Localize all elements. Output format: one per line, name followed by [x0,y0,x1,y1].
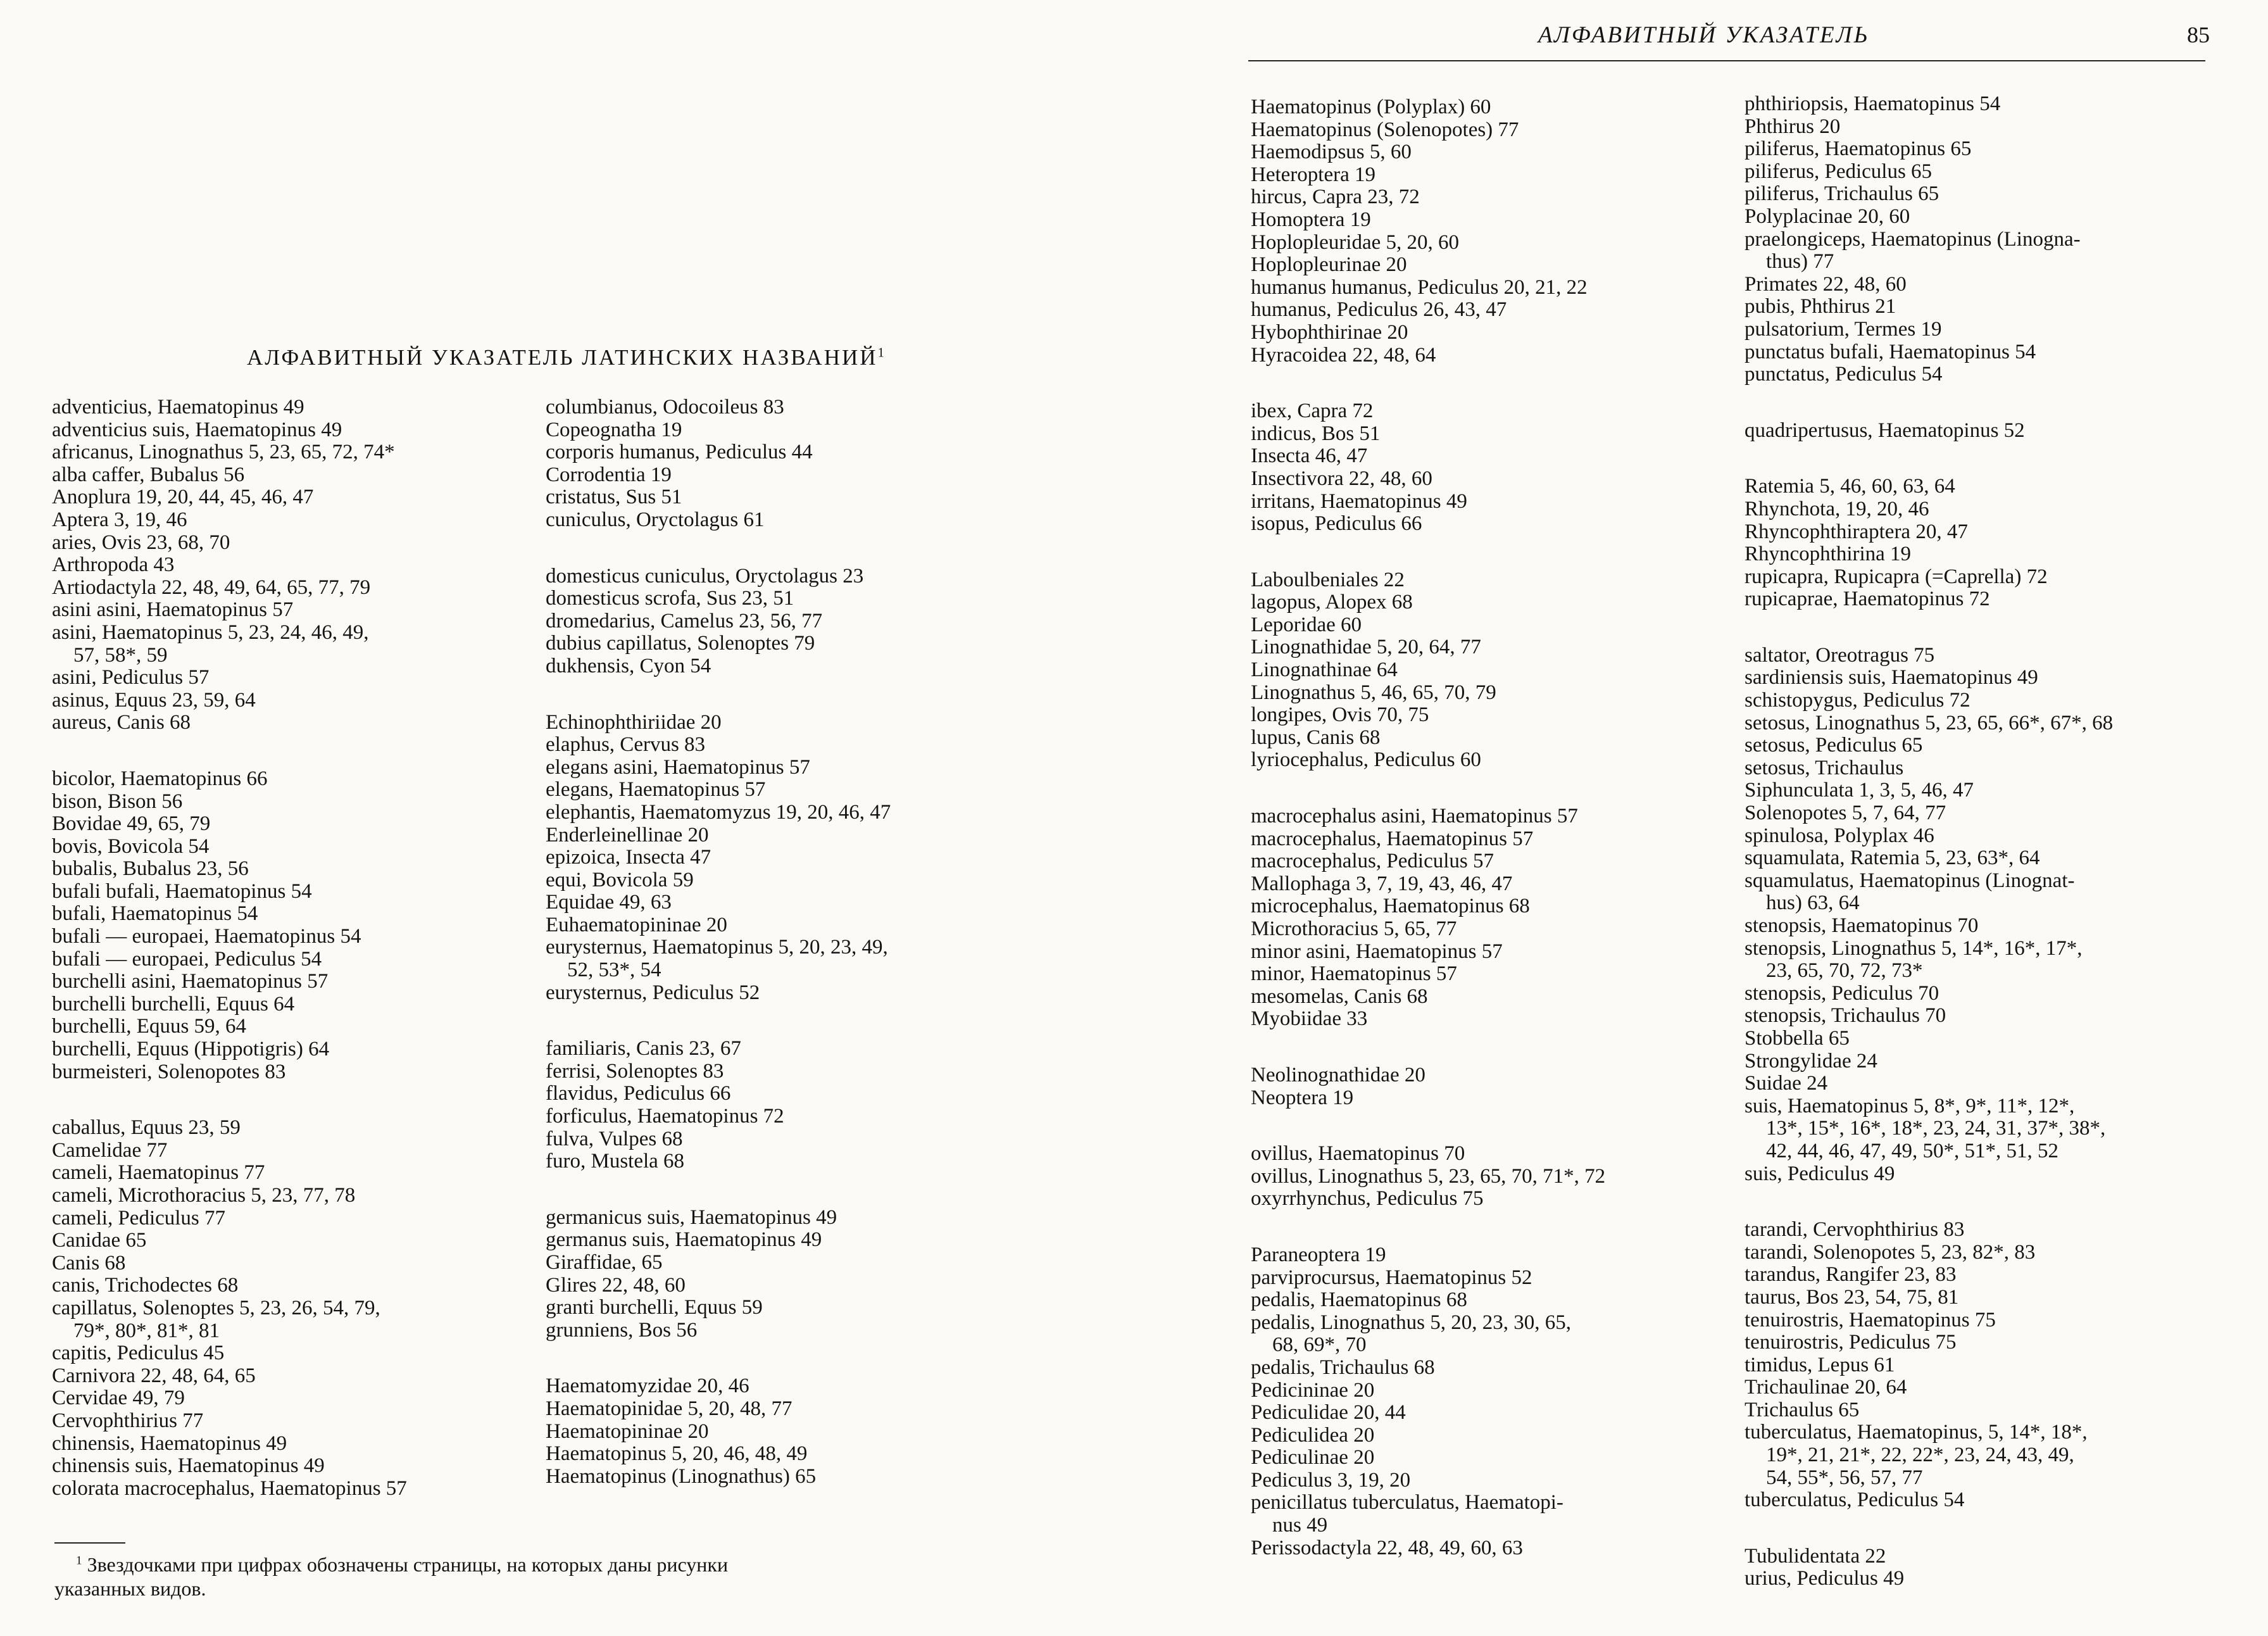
index-entry: burchelli asini, Haematopinus 57 [52,970,329,993]
index-entry-continuation: hus) 63, 64 [1766,891,1860,915]
section-gap [546,532,891,565]
footnote-marker: 1 [877,344,887,360]
index-entry: schistopygus, Pediculus 72 [1745,689,1970,712]
index-entry: rupicaprae, Haematopinus 72 [1745,588,1990,611]
index-entry: Rhyncophthirina 19 [1745,543,1912,566]
section-gap [1745,1512,2113,1545]
index-entry: Pediculus 3, 19, 20 [1251,1468,1411,1492]
index-entry: asini, Haematopinus 5, 23, 24, 46, 49, [52,620,369,644]
index-entry: Carnivora 22, 48, 64, 65 [52,1364,256,1387]
index-entry: pedalis, Trichaulus 68 [1251,1356,1435,1379]
index-entry: Cervidae 49, 79 [52,1387,185,1410]
index-entry: longipes, Ovis 70, 75 [1251,703,1429,727]
index-entry: Stobbella 65 [1745,1026,1850,1050]
index-entry: bubalis, Bubalus 23, 56 [52,857,249,881]
index-entry-continuation: nus 49 [1272,1514,1328,1537]
index-entry: domesticus cuniculus, Oryctolagus 23 [546,564,864,588]
index-entry: tuberculatus, Haematopinus, 5, 14*, 18*, [1745,1421,2088,1444]
index-entry: domesticus scrofa, Sus 23, 51 [546,587,794,610]
index-entry: cameli, Haematopinus 77 [52,1161,265,1185]
index-entry: ovillus, Haematopinus 70 [1251,1142,1465,1166]
index-entry: lagopus, Alopex 68 [1251,591,1413,614]
index-entry: furo, Mustela 68 [546,1150,685,1173]
index-entry: grunniens, Bos 56 [546,1318,698,1342]
index-entry: Rhyncophthiraptera 20, 47 [1745,520,1968,543]
index-column-left-2 [546,396,891,1488]
index-entry: Artiodactyla 22, 48, 49, 64, 65, 77, 79 [52,576,371,599]
index-entry: Linognathinae 64 [1251,658,1398,682]
index-entry: saltator, Oreotragus 75 [1745,643,1935,667]
right-page [1133,0,2268,1636]
index-entry: aries, Ovis 23, 68, 70 [52,531,230,554]
index-entry: irritans, Haematopinus 49 [1251,489,1467,513]
index-entry: mesomelas, Canis 68 [1251,985,1428,1008]
index-entry: Suidae 24 [1745,1072,1828,1095]
index-entry: alba caffer, Bubalus 56 [52,463,245,486]
index-entry-continuation: 52, 53*, 54 [567,959,661,982]
index-entry: punctatus, Pediculus 54 [1745,363,1943,386]
index-entry: taurus, Bos 23, 54, 75, 81 [1745,1285,1959,1309]
index-entry: Haematopinidae 5, 20, 48, 77 [546,1397,793,1420]
index-entry: setosus, Trichaulus [1745,756,1904,779]
index-entry-continuation: thus) 77 [1766,250,1834,274]
index-entry: tenuirostris, Haematopinus 75 [1745,1308,1996,1331]
index-entry: Equidae 49, 63 [546,891,672,914]
index-entry: asini asini, Haematopinus 57 [52,598,294,622]
index-entry: eurysternus, Haematopinus 5, 20, 23, 49, [546,936,888,959]
index-entry-continuation: 79*, 80*, 81*, 81 [73,1319,220,1342]
index-entry: rupicapra, Rupicapra (=Caprella) 72 [1745,565,2048,588]
section-gap [546,1342,891,1375]
index-entry: Ratemia 5, 46, 60, 63, 64 [1745,475,1955,498]
index-entry: Haemodipsus 5, 60 [1251,141,1412,164]
index-entry: Canidae 65 [52,1229,147,1252]
index-entry: dukhensis, Cyon 54 [546,654,711,677]
footnote-text: Звездочками при цифрах обозначены страницы, на которых даны рисунки [87,1553,729,1576]
index-entry: Bovidae 49, 65, 79 [52,812,211,836]
index-entry: Linognathus 5, 46, 65, 70, 79 [1251,681,1496,704]
index-entry: cameli, Pediculus 77 [52,1206,226,1230]
running-head: АЛФАВИТНЫЙ УКАЗАТЕЛЬ [1538,22,1870,48]
footnote-divider [54,1542,125,1544]
section-gap [1251,367,1605,400]
index-entry: piliferus, Pediculus 65 [1745,160,1933,183]
index-entry: praelongiceps, Haematopinus (Linogna- [1745,227,2081,251]
index-entry: equi, Bovicola 59 [546,868,694,891]
index-entry: piliferus, Trichaulus 65 [1745,182,1939,206]
index-entry: corporis humanus, Pediculus 44 [546,441,813,464]
index-entry: lyriocephalus, Pediculus 60 [1251,748,1481,772]
index-entry: spinulosa, Polyplax 46 [1745,824,1934,847]
index-entry: punctatus bufali, Haematopinus 54 [1745,340,2036,363]
index-entry: urius, Pediculus 49 [1745,1567,1905,1590]
index-entry: Euhaematopininae 20 [546,913,727,936]
section-gap [1251,1031,1605,1064]
index-entry: isopus, Pediculus 66 [1251,512,1422,536]
index-entry-continuation: 42, 44, 46, 47, 49, 50*, 51*, 51, 52 [1766,1139,2058,1162]
footnote-text-cont: указанных видов. [54,1577,206,1600]
index-entry: Haematopinus (Linognathus) 65 [546,1464,817,1488]
index-entry: Hyracoidea 22, 48, 64 [1251,343,1436,367]
index-entry: Echinophthiriidae 20 [546,710,722,734]
index-entry: capillatus, Solenoptes 5, 23, 26, 54, 79, [52,1296,380,1319]
index-entry: penicillatus tuberculatus, Haematopi- [1251,1491,1563,1514]
index-entry: pulsatorium, Termes 19 [1745,317,1942,341]
index-entry: epizoica, Insecta 47 [546,846,711,869]
index-entry: Hybophthirinae 20 [1251,320,1408,344]
index-entry: pedalis, Linognathus 5, 20, 23, 30, 65, [1251,1311,1571,1334]
index-entry: squamulata, Ratemia 5, 23, 63*, 64 [1745,846,2040,870]
index-entry: phthiriopsis, Haematopinus 54 [1745,92,2001,115]
index-entry: germanicus suis, Haematopinus 49 [546,1205,837,1229]
header-rule [1248,60,2205,61]
index-entry: chinensis, Haematopinus 49 [52,1432,287,1455]
section-gap [1745,611,2113,645]
index-column-left-1 [52,396,407,1500]
index-entry: Homoptera 19 [1251,208,1371,231]
index-entry: Pedicininae 20 [1251,1378,1375,1402]
index-entry: dromedarius, Camelus 23, 56, 77 [546,609,823,632]
index-entry: Myobiidae 33 [1251,1007,1368,1031]
index-entry: Neoptera 19 [1251,1086,1354,1109]
index-entry: Arthropoda 43 [52,553,175,577]
index-entry: Haematopininae 20 [546,1419,709,1443]
index-entry: fulva, Vulpes 68 [546,1127,683,1150]
index-entry: familiaris, Canis 23, 67 [546,1037,741,1060]
index-entry: adventicius suis, Haematopinus 49 [52,418,342,441]
index-entry-continuation: 57, 58*, 59 [73,643,168,667]
index-entry: Tubulidentata 22 [1745,1544,1886,1568]
index-entry: macrocephalus, Haematopinus 57 [1251,827,1534,850]
index-entry-continuation: 13*, 15*, 16*, 18*, 23, 24, 31, 37*, 38*, [1766,1117,2106,1140]
index-entry: squamulatus, Haematopinus (Linognat- [1745,869,2075,892]
index-entry: Siphunculata 1, 3, 5, 46, 47 [1745,779,1974,802]
index-entry: stenopsis, Haematopinus 70 [1745,914,1979,937]
index-column-right-2 [1745,93,2113,1590]
index-title: АЛФАВИТНЫЙ УКАЗАТЕЛЬ ЛАТИНСКИХ НАЗВАНИЙ$^1$ [246,344,887,370]
index-entry: Trichaulinae 20, 64 [1745,1376,1907,1399]
index-entry: quadripertusus, Haematopinus 52 [1745,418,2025,442]
index-entry: Mallophaga 3, 7, 19, 43, 46, 47 [1251,872,1513,895]
index-entry: Haematomyzidae 20, 46 [546,1375,749,1398]
index-entry: hircus, Capra 23, 72 [1251,186,1420,209]
index-entry: indicus, Bos 51 [1251,422,1381,445]
index-entry: cameli, Microthoracius 5, 23, 77, 78 [52,1184,356,1207]
index-entry: Trichaulus 65 [1745,1398,1860,1421]
index-entry: Laboulbeniales 22 [1251,568,1405,591]
index-entry: Phthirus 20 [1745,115,1841,138]
index-entry: ovillus, Linognathus 5, 23, 65, 70, 71*, 72 [1251,1164,1606,1188]
index-entry: Pediculidea 20 [1251,1423,1375,1447]
index-entry: suis, Pediculus 49 [1745,1162,1895,1185]
index-entry: tarandus, Rangifer 23, 83 [1745,1263,1957,1287]
section-gap [1251,1211,1605,1244]
index-entry: aureus, Canis 68 [52,711,191,734]
index-entry: Primates 22, 48, 60 [1745,272,1907,296]
index-entry: Giraffidae, 65 [546,1251,663,1274]
index-entry: Hoplopleurinae 20 [1251,253,1407,277]
index-entry: Camelidae 77 [52,1138,168,1162]
index-entry: Haematopinus (Solenopotes) 77 [1251,118,1519,141]
index-entry: africanus, Linognathus 5, 23, 65, 72, 74* [52,441,395,464]
index-entry: elephantis, Haematomyzus 19, 20, 46, 47 [546,800,891,824]
index-entry: elaphus, Cervus 83 [546,733,706,757]
index-entry: Corrodentia 19 [546,463,672,486]
index-entry: Enderleinellinae 20 [546,823,709,846]
index-entry: Glires 22, 48, 60 [546,1273,686,1297]
index-entry: Pediculidae 20, 44 [1251,1401,1406,1425]
section-gap [1745,1185,2113,1219]
index-entry: setosus, Linognathus 5, 23, 65, 66*, 67*, 68 [1745,711,2114,734]
index-entry: cristatus, Sus 51 [546,486,682,509]
index-entry: suis, Haematopinus 5, 8*, 9*, 11*, 12*, [1745,1094,2075,1117]
index-entry: Canis 68 [52,1251,126,1274]
section-gap [546,1173,891,1207]
index-entry: germanus suis, Haematopinus 49 [546,1228,822,1252]
index-entry-continuation: 23, 65, 70, 72, 73* [1766,959,1923,983]
index-entry: parviprocursus, Haematopinus 52 [1251,1266,1532,1289]
index-entry: Heteroptera 19 [1251,163,1375,186]
index-entry: forficulus, Haematopinus 72 [546,1105,784,1128]
index-entry: tuberculatus, Pediculus 54 [1745,1488,1965,1512]
index-entry: Rhynchota, 19, 20, 46 [1745,497,1929,520]
index-entry: elegans asini, Haematopinus 57 [546,755,810,779]
section-gap [1251,1109,1605,1143]
index-entry: Hoplopleuridae 5, 20, 60 [1251,230,1460,254]
index-entry: tarandi, Cervophthirius 83 [1745,1218,1965,1242]
index-entry: flavidus, Pediculus 66 [546,1082,731,1105]
index-entry: eurysternus, Pediculus 52 [546,981,760,1004]
index-entry: Microthoracius 5, 65, 77 [1251,917,1457,940]
index-entry: timidus, Lepus 61 [1745,1353,1895,1376]
section-gap [1251,536,1605,569]
section-gap [546,1004,891,1038]
index-entry: minor asini, Haematopinus 57 [1251,940,1503,963]
index-entry: Polyplacinae 20, 60 [1745,204,1910,228]
index-entry: burchelli, Equus 59, 64 [52,1015,247,1038]
index-entry: Leporidae 60 [1251,613,1362,636]
index-entry: Haematopinus (Polyplax) 60 [1251,96,1491,118]
index-entry: colorata macrocephalus, Haematopinus 57 [52,1476,407,1500]
index-entry: stenopsis, Pediculus 70 [1745,981,1939,1005]
index-entry: setosus, Pediculus 65 [1745,734,1923,757]
index-entry: lupus, Canis 68 [1251,726,1381,749]
footnote [54,1552,1042,1601]
index-entry-continuation: 19*, 21, 21*, 22, 22*, 23, 24, 43, 49, [1766,1444,2074,1467]
index-entry: Copeognatha 19 [546,418,682,441]
index-entry: humanus, Pediculus 26, 43, 47 [1251,298,1507,322]
index-entry: bovis, Bovicola 54 [52,834,210,858]
index-entry-continuation: 68, 69*, 70 [1272,1333,1367,1357]
index-entry: stenopsis, Trichaulus 70 [1745,1004,1946,1028]
index-entry: bicolor, Haematopinus 66 [52,767,268,790]
index-entry: Solenopotes 5, 7, 64, 77 [1745,802,1946,825]
index-entry: bufali, Haematopinus 54 [52,902,258,926]
index-entry-continuation: 54, 55*, 56, 57, 77 [1766,1466,1923,1489]
index-entry: burchelli burchelli, Equus 64 [52,992,295,1016]
index-entry: bison, Bison 56 [52,790,183,813]
index-entry: burchelli, Equus (Hippotigris) 64 [52,1038,330,1061]
index-entry: Paraneoptera 19 [1251,1243,1386,1266]
index-entry: chinensis suis, Haematopinus 49 [52,1454,325,1478]
index-entry: oxyrrhynchus, Pediculus 75 [1251,1187,1484,1211]
index-entry: microcephalus, Haematopinus 68 [1251,895,1530,918]
section-gap [52,734,407,768]
index-entry: adventicius, Haematopinus 49 [52,396,304,418]
section-gap [1251,772,1605,805]
index-entry: humanus humanus, Pediculus 20, 21, 22 [1251,275,1588,299]
index-entry: Aptera 3, 19, 46 [52,508,187,531]
index-entry: Neolinognathidae 20 [1251,1063,1425,1086]
index-entry: macrocephalus asini, Haematopinus 57 [1251,805,1578,828]
page-number: 85 [2187,22,2210,47]
index-entry: Insectivora 22, 48, 60 [1251,467,1432,490]
index-entry: bufali bufali, Haematopinus 54 [52,879,312,903]
footnote-number: 1 [76,1554,82,1568]
index-entry: Anoplura 19, 20, 44, 45, 46, 47 [52,486,314,509]
index-entry: Cervophthirius 77 [52,1409,204,1432]
left-page [0,0,1133,1636]
index-entry: sardiniensis suis, Haematopinus 49 [1745,666,2038,689]
index-entry: stenopsis, Linognathus 5, 14*, 16*, 17*, [1745,936,2083,960]
index-entry: ferrisi, Solenoptes 83 [546,1059,724,1083]
index-entry: macrocephalus, Pediculus 57 [1251,850,1494,873]
index-entry: columbianus, Odocoileus 83 [546,396,784,418]
index-entry: burmeisteri, Solenopotes 83 [52,1060,286,1083]
index-entry: pedalis, Haematopinus 68 [1251,1288,1467,1312]
index-entry: ibex, Capra 72 [1251,400,1374,423]
index-entry: tarandi, Solenopotes 5, 23, 82*, 83 [1745,1240,2036,1264]
index-entry: asini, Pediculus 57 [52,666,210,689]
section-gap [1745,442,2113,475]
index-entry: elegans, Haematopinus 57 [546,778,766,802]
index-entry: tenuirostris, Pediculus 75 [1745,1331,1957,1354]
index-entry: piliferus, Haematopinus 65 [1745,137,1972,161]
index-entry: cuniculus, Oryctolagus 61 [546,508,765,531]
section-gap [1745,386,2113,420]
index-entry: asinus, Equus 23, 59, 64 [52,688,256,712]
index-entry: Strongylidae 24 [1745,1049,1877,1073]
index-entry: Linognathidae 5, 20, 64, 77 [1251,636,1481,659]
index-entry: capitis, Pediculus 45 [52,1342,225,1365]
index-entry: Perissodactyla 22, 48, 49, 60, 63 [1251,1536,1523,1559]
section-gap [546,678,891,712]
index-entry: bufali — europaei, Pediculus 54 [52,947,322,971]
index-entry: Pediculinae 20 [1251,1446,1375,1469]
index-column-right-1 [1251,96,1605,1559]
index-entry: Insecta 46, 47 [1251,444,1368,468]
index-entry: bufali — europaei, Haematopinus 54 [52,925,361,948]
index-entry: caballus, Equus 23, 59 [52,1116,241,1140]
index-entry: canis, Trichodectes 68 [52,1274,239,1297]
index-entry: pubis, Phthirus 21 [1745,295,1896,318]
index-entry: granti burchelli, Equus 59 [546,1296,763,1319]
index-entry: dubius capillatus, Solenoptes 79 [546,632,815,655]
section-gap [52,1083,407,1117]
index-entry: Haematopinus 5, 20, 46, 48, 49 [546,1442,808,1466]
index-entry: minor, Haematopinus 57 [1251,962,1457,986]
